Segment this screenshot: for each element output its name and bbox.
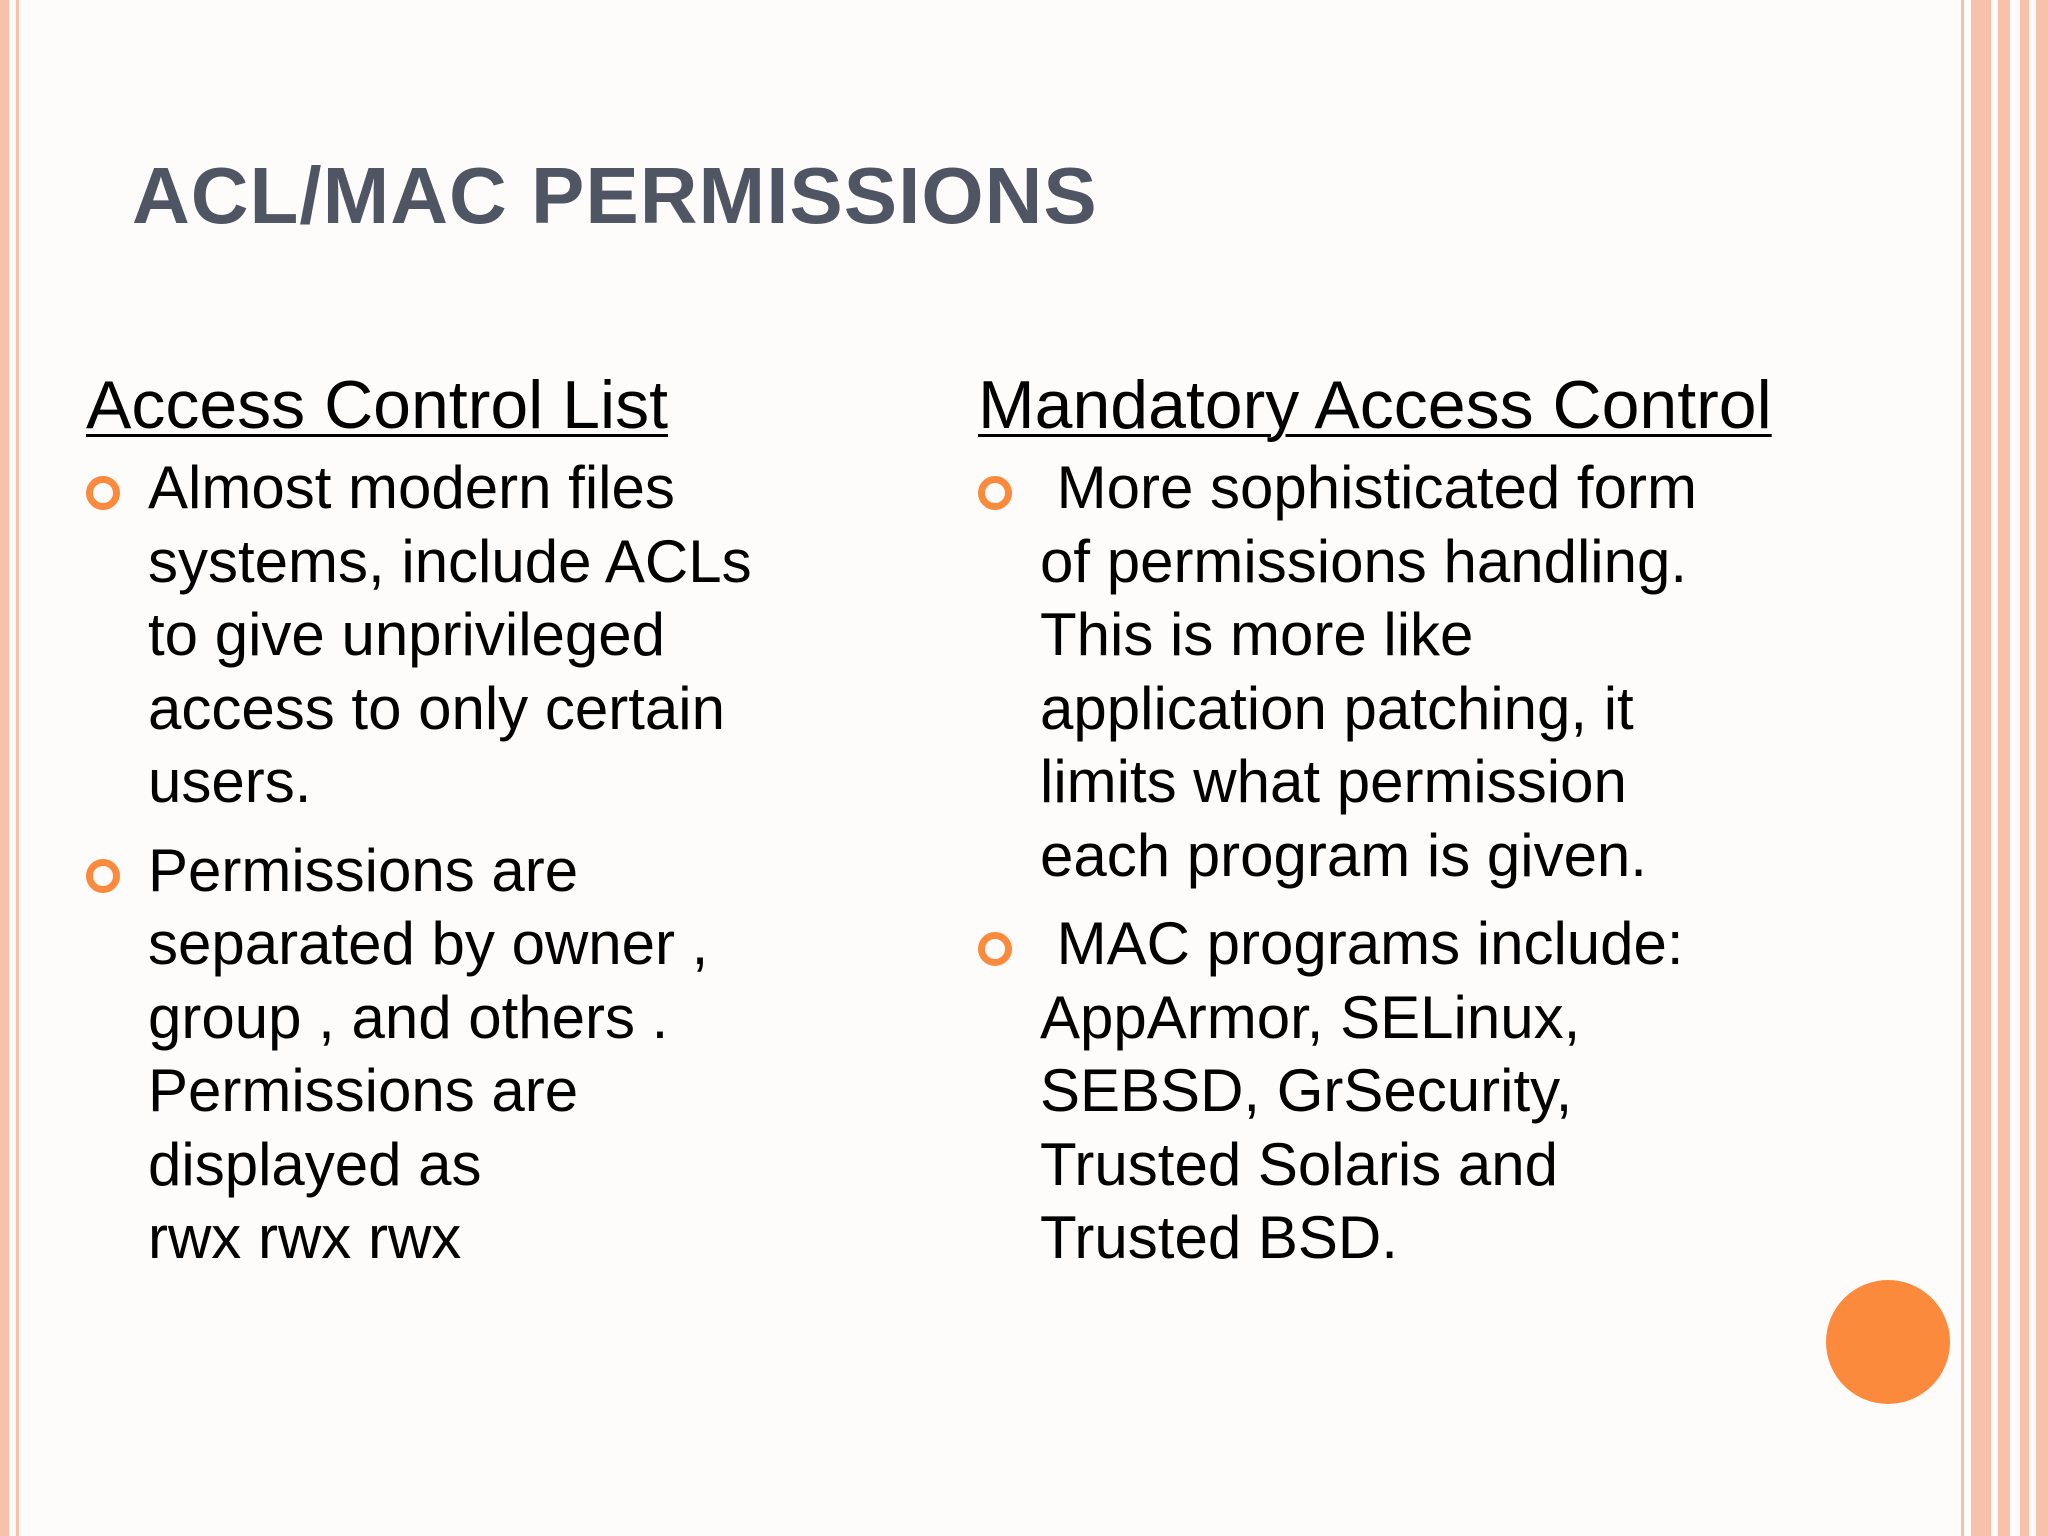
bullet-line: of permissions handling. [1040,527,1688,595]
acl-column [86,365,926,1290]
ring-bullet-icon [86,859,120,893]
bullet-list [86,451,926,1275]
left-border-decoration [0,0,9,1536]
bullet-list [978,451,1858,1275]
ring-bullet-icon [978,932,1012,966]
bullet-line: limits what permission [1040,748,1627,815]
bullet-line: separated by owner , [148,910,709,977]
bullet-line: systems, include ACLs [148,527,752,595]
bullet-line: This is more like [1040,601,1474,668]
right-border-line [2020,0,2029,1536]
bullet-line: users. [148,748,312,815]
bullet-item [978,451,1858,892]
right-border-line [1961,0,1964,1536]
column-heading: Access Control List [86,367,668,443]
bullet-line: Permissions are [148,1057,579,1124]
bullet-line: group , and others . [148,983,669,1051]
right-border-line [2036,0,2048,1536]
bullet-line: MAC programs include: [1040,910,1684,977]
bullet-line: to give unprivileged [148,601,666,668]
bullet-line: Permissions are [148,836,579,904]
left-border-line [16,0,19,1536]
bullet-line: Almost modern files [148,454,675,521]
bullet-line: each program is given. [1040,821,1647,889]
decorative-circle [1826,1280,1950,1404]
bullet-line: AppArmor, SELinux, [1040,983,1581,1051]
bullet-line: Trusted Solaris and [1040,1130,1559,1198]
bullet-line: More sophisticated form [1040,454,1697,521]
bullet-line: SEBSD, GrSecurity, [1040,1057,1573,1124]
ring-bullet-icon [978,476,1012,510]
column-heading: Mandatory Access Control [978,367,1772,443]
right-border-line [1998,0,2010,1536]
bullet-line: rwx rwx rwx [148,1204,462,1271]
bullet-line: Trusted BSD. [1040,1204,1398,1271]
slide-title: ACL/MAC PERMISSIONS [132,151,1098,240]
bullet-line: application patching, it [1040,674,1634,742]
bullet-item [86,834,926,1275]
right-border-band [1971,0,1991,1536]
ring-bullet-icon [86,476,120,510]
mac-column [978,365,1858,1290]
bullet-item [86,451,926,819]
bullet-item [978,907,1858,1275]
bullet-line: displayed as [148,1130,482,1198]
bullet-line: access to only certain [148,674,725,742]
